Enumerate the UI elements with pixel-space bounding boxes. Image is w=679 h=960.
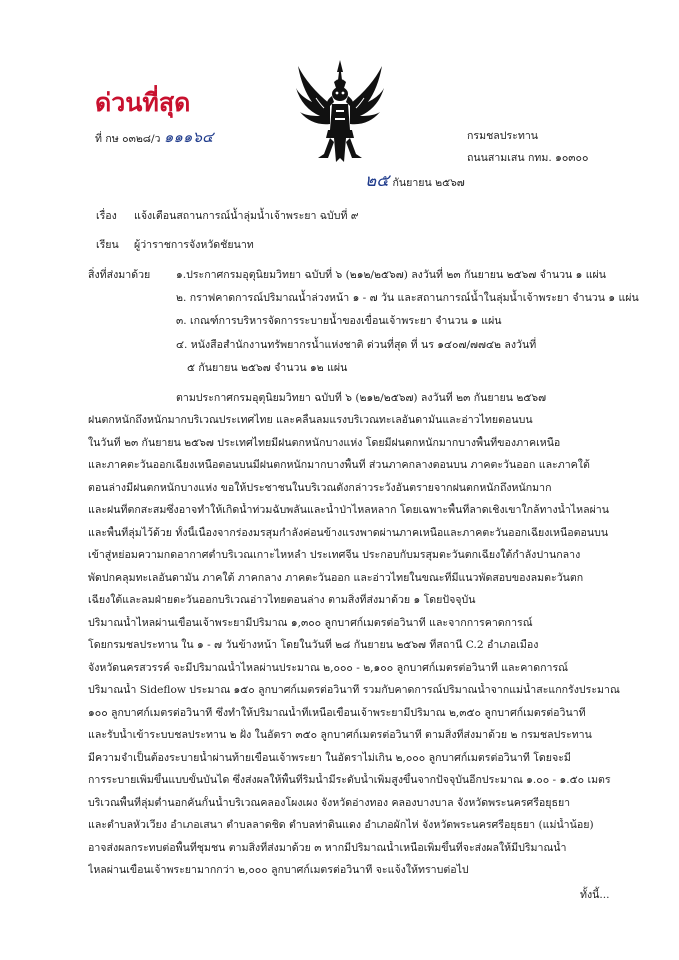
body-line: โดยกรมชลประทาน ใน ๑ - ๗ วันข้างหน้า โดยในวันที่ ๒๘ กันยายน ๒๕๖๗ ที่สถานี C.2 อำเภอเมือง xyxy=(88,639,539,651)
body-line: ๑๐๐ ลูกบาศก์เมตรต่อวินาที ซึ่งทำให้ปริมาณน้ำที่เหนือเขื่อนเจ้าพระยามีปริมาณ ๒,๓๕๐ ลูกบาศก์เมตรต่อวินาที xyxy=(88,707,586,719)
date-day-handwritten: ๒๕ xyxy=(365,171,390,191)
enclosures-label: สิ่งที่ส่งมาด้วย xyxy=(88,269,151,281)
body-line: ปริมาณน้ำ Sideflow ประมาณ ๑๕๐ ลูกบาศก์เมตรต่อวินาที รวมกับคาดการณ์ปริมาณน้ำจากแม่น้ำสะแกกรังประมาณ xyxy=(88,684,620,696)
date-month-year: กันยายน ๒๕๖๗ xyxy=(392,177,465,189)
body-line: เฉียงใต้และลมฝ่ายตะวันออกบริเวณอ่าวไทยตอนล่าง ตามสิ่งที่ส่งมาด้วย ๑ โดยปัจจุบัน xyxy=(88,594,476,606)
body-line: มีความจำเป็นต้องระบายน้ำผ่านท้ายเขื่อนเจ้าพระยา ในอัตราไม่เกิน ๒,๐๐๐ ลูกบาศก์เมตรต่อวินาที โดยจะมี xyxy=(88,752,571,764)
body-line: ตามประกาศกรมอุตุนิยมวิทยา ฉบับที่ ๖ (๒๑๒/๒๕๖๗) ลงวันที่ ๒๓ กันยายน ๒๕๖๗ xyxy=(176,392,547,404)
recipient-label: เรียน xyxy=(96,239,119,251)
body-line: อาจส่งผลกระทบต่อพื้นที่ชุมชน ตามสิ่งที่ส่งมาด้วย ๓ หากมีปริมาณน้ำเหนือเพิ่มขึ้นที่จะส่งผลให้มีปริมาณน้ำ xyxy=(88,842,567,854)
enclosure-item: ๒. กราฟคาดการณ์ปริมาณน้ำล่วงหน้า ๑ - ๗ วัน และสถานการณ์น้ำในลุ่มน้ำเจ้าพระยา จำนวน ๑ แผ่น xyxy=(176,292,639,304)
subject-text: แจ้งเตือนสถานการณ์น้ำลุ่มน้ำเจ้าพระยา ฉบับที่ ๙ xyxy=(134,210,359,222)
body-line: ฝนตกหนักถึงหนักมากบริเวณประเทศไทย และคลื่นลมแรงบริเวณทะเลอันดามันและอ่าวไทยตอนบน xyxy=(88,414,533,426)
body-line: ไหลผ่านเขื่อนเจ้าพระยามากกว่า ๒,๐๐๐ ลูกบาศก์เมตรต่อวินาที จะแจ้งให้ทราบต่อไป xyxy=(88,864,469,876)
enclosure-item: ๓. เกณฑ์การบริหารจัดการระบายน้ำของเขื่อนเจ้าพระยา จำนวน ๑ แผ่น xyxy=(176,315,502,327)
body-line: จังหวัดนครสวรรค์ จะมีปริมาณน้ำไหลผ่านประมาณ ๒,๐๐๐ - ๒,๑๐๐ ลูกบาศก์เมตรต่อวินาที และคาดการณ์ xyxy=(88,662,569,674)
document-number-prefix: ที่ กษ ๐๓๒๘/ว xyxy=(95,133,161,145)
recipient-text: ผู้ว่าราชการจังหวัดชัยนาท xyxy=(134,239,254,251)
body-line: บริเวณพื้นที่ลุ่มต่ำนอกคันกั้นน้ำบริเวณคลองโผงเผง จังหวัดอ่างทอง คลองบางบาล จังหวัดพระนครศรีอยุธยา xyxy=(88,797,571,809)
body-line: เข้าสู่หย่อมความกดอากาศต่ำบริเวณเกาะไหหลำ ประเทศจีน ประกอบกับมรสุมตะวันตกเฉียงใต้กำลังปานกลาง xyxy=(88,549,581,561)
document-number xyxy=(95,130,213,146)
enclosure-item: ๕ กันยายน ๒๕๖๗ จำนวน ๑๒ แผ่น xyxy=(187,362,348,374)
body-line: และตำบลหัวเวียง อำเภอเสนา ตำบลลาดชิด ตำบลท่าดินแดง อำเภอผักไห่ จังหวัดพระนครศรีอยุธยา (แม่น้ำน้อย) xyxy=(88,819,594,831)
sender-agency: กรมชลประทาน xyxy=(467,130,539,142)
garuda-emblem-icon xyxy=(294,58,386,164)
body-line: และภาคตะวันออกเฉียงเหนือตอนบนมีฝนตกหนักมากบางพื้นที่ ส่วนภาคกลางตอนบน ภาคตะวันออก และภาคใต้ xyxy=(88,459,590,471)
sender-address: ถนนสามเสน กทม. ๑๐๓๐๐ xyxy=(467,152,589,164)
document-number-handwritten: ๑๑๑๖๔ xyxy=(163,128,214,146)
body-line: ปริมาณน้ำไหลผ่านเขื่อนเจ้าพระยามีปริมาณ ๑,๓๐๐ ลูกบาศก์เมตรต่อวินาที และจากการคาดการณ์ xyxy=(88,617,533,629)
letter-date xyxy=(365,171,465,191)
enclosure-item: ๔. หนังสือสำนักงานทรัพยากรน้ำแห่งชาติ ด่วนที่สุด ที่ นร ๑๔๐๗/๗๗๔๒ ลงวันที่ xyxy=(176,339,537,351)
body-line: การระบายเพิ่มขึ้นแบบขั้นบันได ซึ่งส่งผลให้พื้นที่ริมน้ำมีระดับน้ำเพิ่มสูงขึ้นจากปัจจุบันอีกประมาณ ๑.๐๐ - ๑.๕๐ เมตร xyxy=(88,774,611,786)
body-line: และพื้นที่ลุ่มไว้ด้วย ทั้งนี้เนื่องจากร่องมรสุมกำลังค่อนข้างแรงพาดผ่านภาคเหนือและภาคตะวันออกเฉียงเหนือตอนบน xyxy=(88,527,609,539)
body-line: และฝนที่ตกสะสมซึ่งอาจทำให้เกิดน้ำท่วมฉับพลันและน้ำป่าไหลหลาก โดยเฉพาะพื้นที่ลาดเชิงเขาใกล้ทางน้ำไหลผ่าน xyxy=(88,504,610,516)
body-line: และรับน้ำเข้าระบบชลประทาน ๒ ฝั่ง ในอัตรา ๓๕๐ ลูกบาศก์เมตรต่อวินาที ตามสิ่งที่ส่งมาด้วย ๒ กรมชลประทาน xyxy=(88,729,592,741)
subject-label: เรื่อง xyxy=(96,210,117,222)
body-line: ในวันที่ ๒๓ กันยายน ๒๕๖๗ ประเทศไทยมีฝนตกหนักบางแห่ง โดยมีฝนตกหนักมากบางพื้นที่ของภาคเหนือ xyxy=(88,437,561,449)
enclosure-item: ๑.ประกาศกรมอุตุนิยมวิทยา ฉบับที่ ๖ (๒๑๒/๒๕๖๗) ลงวันที่ ๒๓ กันยายน ๒๕๖๗ จำนวน ๑ แผ่น xyxy=(176,269,607,281)
body-line: ตอนล่างมีฝนตกหนักบางแห่ง ขอให้ประชาชนในบริเวณดังกล่าวระวังอันตรายจากฝนตกหนักถึงหนักมาก xyxy=(88,482,552,494)
continuation-marker: ทั้งนี้... xyxy=(580,889,610,901)
urgency-stamp: ด่วนที่สุด xyxy=(95,88,191,117)
body-line: พัดปกคลุมทะเลอันดามัน ภาคใต้ ภาคกลาง ภาคตะวันออก และอ่าวไทยในขณะที่มีแนวพัดสอบของลมตะวันตก xyxy=(88,572,584,584)
